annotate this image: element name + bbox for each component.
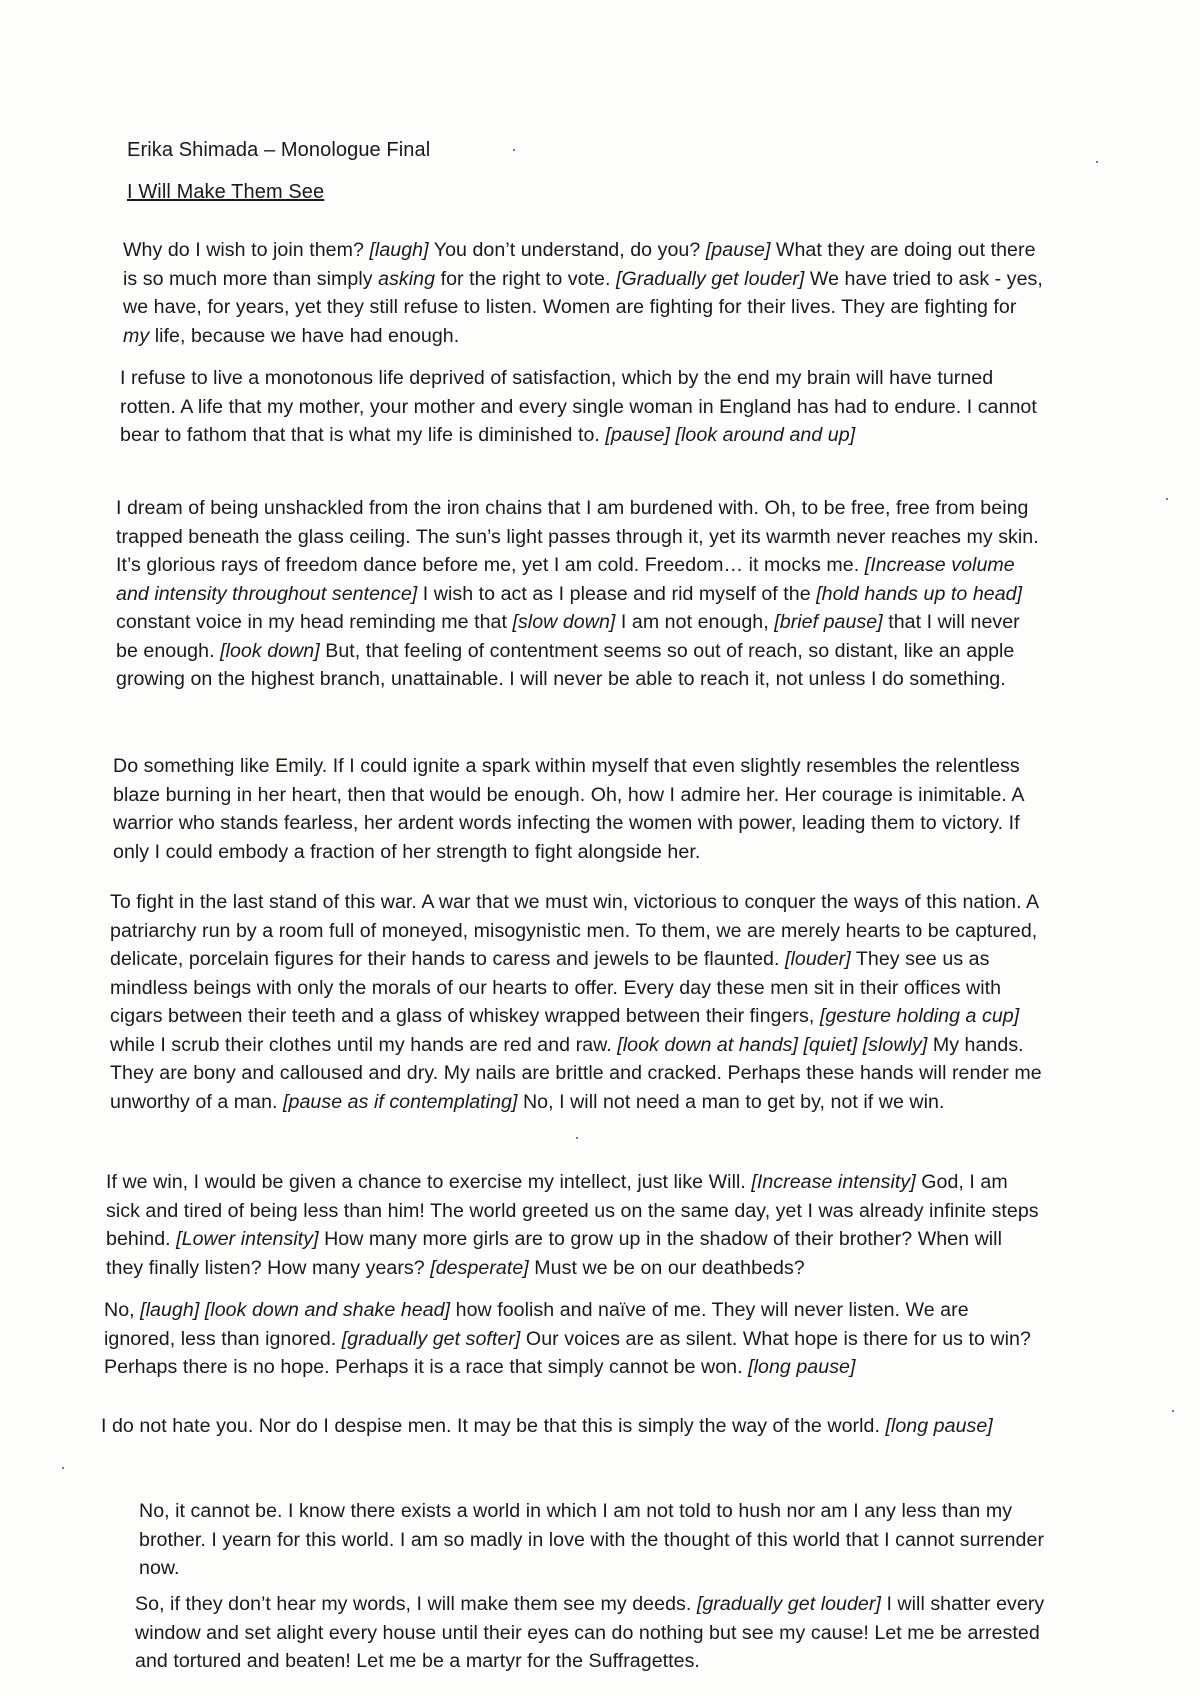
stage-direction: [look down at hands] [quiet] [slowly] <box>617 1033 928 1056</box>
stage-direction: [hold hands up to head] <box>816 582 1023 605</box>
stage-direction: [Increase volume and intensity throughout sentence] <box>116 554 1015 605</box>
paragraph <box>106 1168 1042 1282</box>
stage-direction: [long pause] <box>885 1415 993 1437</box>
monologue-text: for the right to vote. <box>435 267 616 290</box>
scan-speck <box>62 1467 64 1469</box>
stage-direction: [pause] [look around and up] <box>605 424 856 446</box>
paragraph <box>123 236 1045 350</box>
paragraph <box>110 888 1046 1116</box>
scan-speck <box>1172 1410 1174 1412</box>
monologue-text: Do something like Emily. If I could ignite a spark within myself that even slightly resembles the relentless blaze burning in her heart, then that would be enough. Oh, how I admire her. Her courage is inimitable. A warrior who stands fearless, her ardent words infecting the women with power, leading them to victory. If only I could embody a fraction of her strength to fight alongside her. <box>113 755 1024 863</box>
monologue-text: What they are doing out there is so much more than simply <box>123 239 1036 290</box>
monologue-text: If we win, I would be given a chance to exercise my intellect, just like Will. <box>106 1171 752 1193</box>
monologue-text: We have tried to ask - yes, we have, for years, yet they still refuse to listen. Women are fighting for their lives. They are fighting for <box>123 267 1043 318</box>
paragraph <box>113 752 1045 866</box>
stage-direction: [gesture holding a cup] <box>819 1005 1020 1027</box>
monologue-text: Must we be on our deathbeds? <box>528 1256 805 1279</box>
monologue-text: But, that feeling of contentment seems so out of reach, so distant, like an apple growing on the highest branch, unattainable. I will never be able to reach it, not unless I do something. <box>116 639 1015 690</box>
monologue-text: No, it cannot be. I know there exists a world in which I am not told to hush nor am I any less than my brother. I yearn for this world. I am so madly in love with the thought of this world that I cannot surrender now. <box>139 1500 1045 1579</box>
stage-direction: [Lower intensity] <box>176 1228 319 1250</box>
paragraph <box>120 364 1040 450</box>
stage-direction: [gradually get louder] <box>696 1593 881 1615</box>
monologue-text: constant voice in my head reminding me that <box>116 611 513 633</box>
monologue-text: I will shatter every window and set alight every house until their eyes can do nothing but see my cause! Let me be arrested and tortured and beaten! Let me be a martyr for the Suffragettes. <box>135 1593 1045 1672</box>
monologue-text: that I will never be enough. <box>116 611 1020 662</box>
stage-direction: my <box>123 324 150 347</box>
monologue-text: No, <box>104 1299 141 1321</box>
stage-direction: [louder] <box>784 948 851 970</box>
monologue-text: To fight in the last stand of this war. A war that we must win, victorious to conquer the ways of this nation. A patriarchy run by a room full of moneyed, misogynistic men. To them, we are merely hearts to be captured, delicate, porcelain figures for their hands to caress and jewels to be flaunted. <box>110 891 1039 970</box>
monologue-text: Our voices are as silent. What hope is there for us to win? Perhaps there is no hope. Perhaps it is a race that simply cannot be won. <box>104 1327 1031 1378</box>
paragraph <box>135 1590 1077 1676</box>
document-title: I Will Make Them See <box>127 181 325 203</box>
monologue-text: My hands. They are bony and calloused and dry. My nails are brittle and cracked. Perhaps these hands will render me unworthy of a man. <box>110 1033 1042 1113</box>
stage-direction: [laugh] [look down and shake head] <box>140 1299 451 1321</box>
stage-direction: [Gradually get louder] <box>615 267 805 290</box>
monologue-text: life, because we have had enough. <box>149 324 460 347</box>
monologue-text: I refuse to live a monotonous life deprived of satisfaction, which by the end my brain will have turned rotten. A life that my mother, your mother and every single woman in England has had to endure. I cannot bear to fathom that that is what my life is diminished to. <box>120 367 1037 446</box>
stage-direction: asking <box>378 267 436 290</box>
monologue-text: I dream of being unshackled from the iron chains that I am burdened with. Oh, to be free, free from being trapped beneath the glass ceiling. The sun’s light passes through it, yet its warmth never reaches my skin. It’s glorious rays of freedom dance before me, yet I am cold. Freedom… it mocks me. <box>116 497 1039 576</box>
stage-direction: [slow down] <box>512 611 616 633</box>
stage-direction: [gradually get softer] <box>341 1327 521 1350</box>
monologue-text: Why do I wish to join them? <box>123 239 370 261</box>
stage-direction: [brief pause] <box>774 611 883 633</box>
stage-direction: [pause as if contemplating] <box>283 1090 518 1113</box>
monologue-text: I am not enough, <box>615 611 775 633</box>
author-line: Erika Shimada – Monologue Final <box>127 139 431 161</box>
monologue-text: How many more girls are to grow up in the shadow of their brother? When will they finally listen? How many years? <box>106 1228 1002 1279</box>
paragraph <box>116 494 1044 694</box>
paragraph <box>104 1296 1040 1382</box>
monologue-text: I wish to act as I please and rid myself of the <box>417 582 817 605</box>
scan-speck <box>576 1137 578 1139</box>
scan-speck <box>513 149 515 151</box>
monologue-text: how foolish and naïve of me. They will never listen. We are ignored, less than ignored. <box>104 1299 969 1350</box>
paragraph <box>139 1497 1079 1583</box>
stage-direction: [desperate] <box>430 1256 529 1279</box>
monologue-text: No, I will not need a man to get by, not if we win. <box>517 1090 945 1113</box>
stage-direction: [laugh] <box>369 239 429 261</box>
monologue-text: while I scrub their clothes until my hands are red and raw. <box>110 1033 618 1056</box>
stage-direction: [Increase intensity] <box>751 1171 916 1193</box>
monologue-text: I do not hate you. Nor do I despise men. It may be that this is simply the way of the world. <box>101 1415 886 1437</box>
monologue-text: So, if they don’t hear my words, I will make them see my deeds. <box>135 1593 697 1615</box>
paragraph <box>101 1412 1001 1441</box>
monologue-text: God, I am sick and tired of being less than him! The world greeted us on the same day, yet I was already infinite steps behind. <box>106 1171 1039 1250</box>
stage-direction: [pause] <box>705 239 771 261</box>
scan-speck <box>1166 498 1168 500</box>
monologue-text: They see us as mindless beings with only the morals of our hearts to offer. Every day these men sit in their offices with cigars between their teeth and a glass of whiskey wrapped between their fingers, <box>110 948 1002 1027</box>
stage-direction: [long pause] <box>748 1356 856 1378</box>
stage-direction: [look down] <box>220 639 320 662</box>
monologue-text: You don’t understand, do you? <box>428 239 706 261</box>
scan-speck <box>1096 161 1098 163</box>
